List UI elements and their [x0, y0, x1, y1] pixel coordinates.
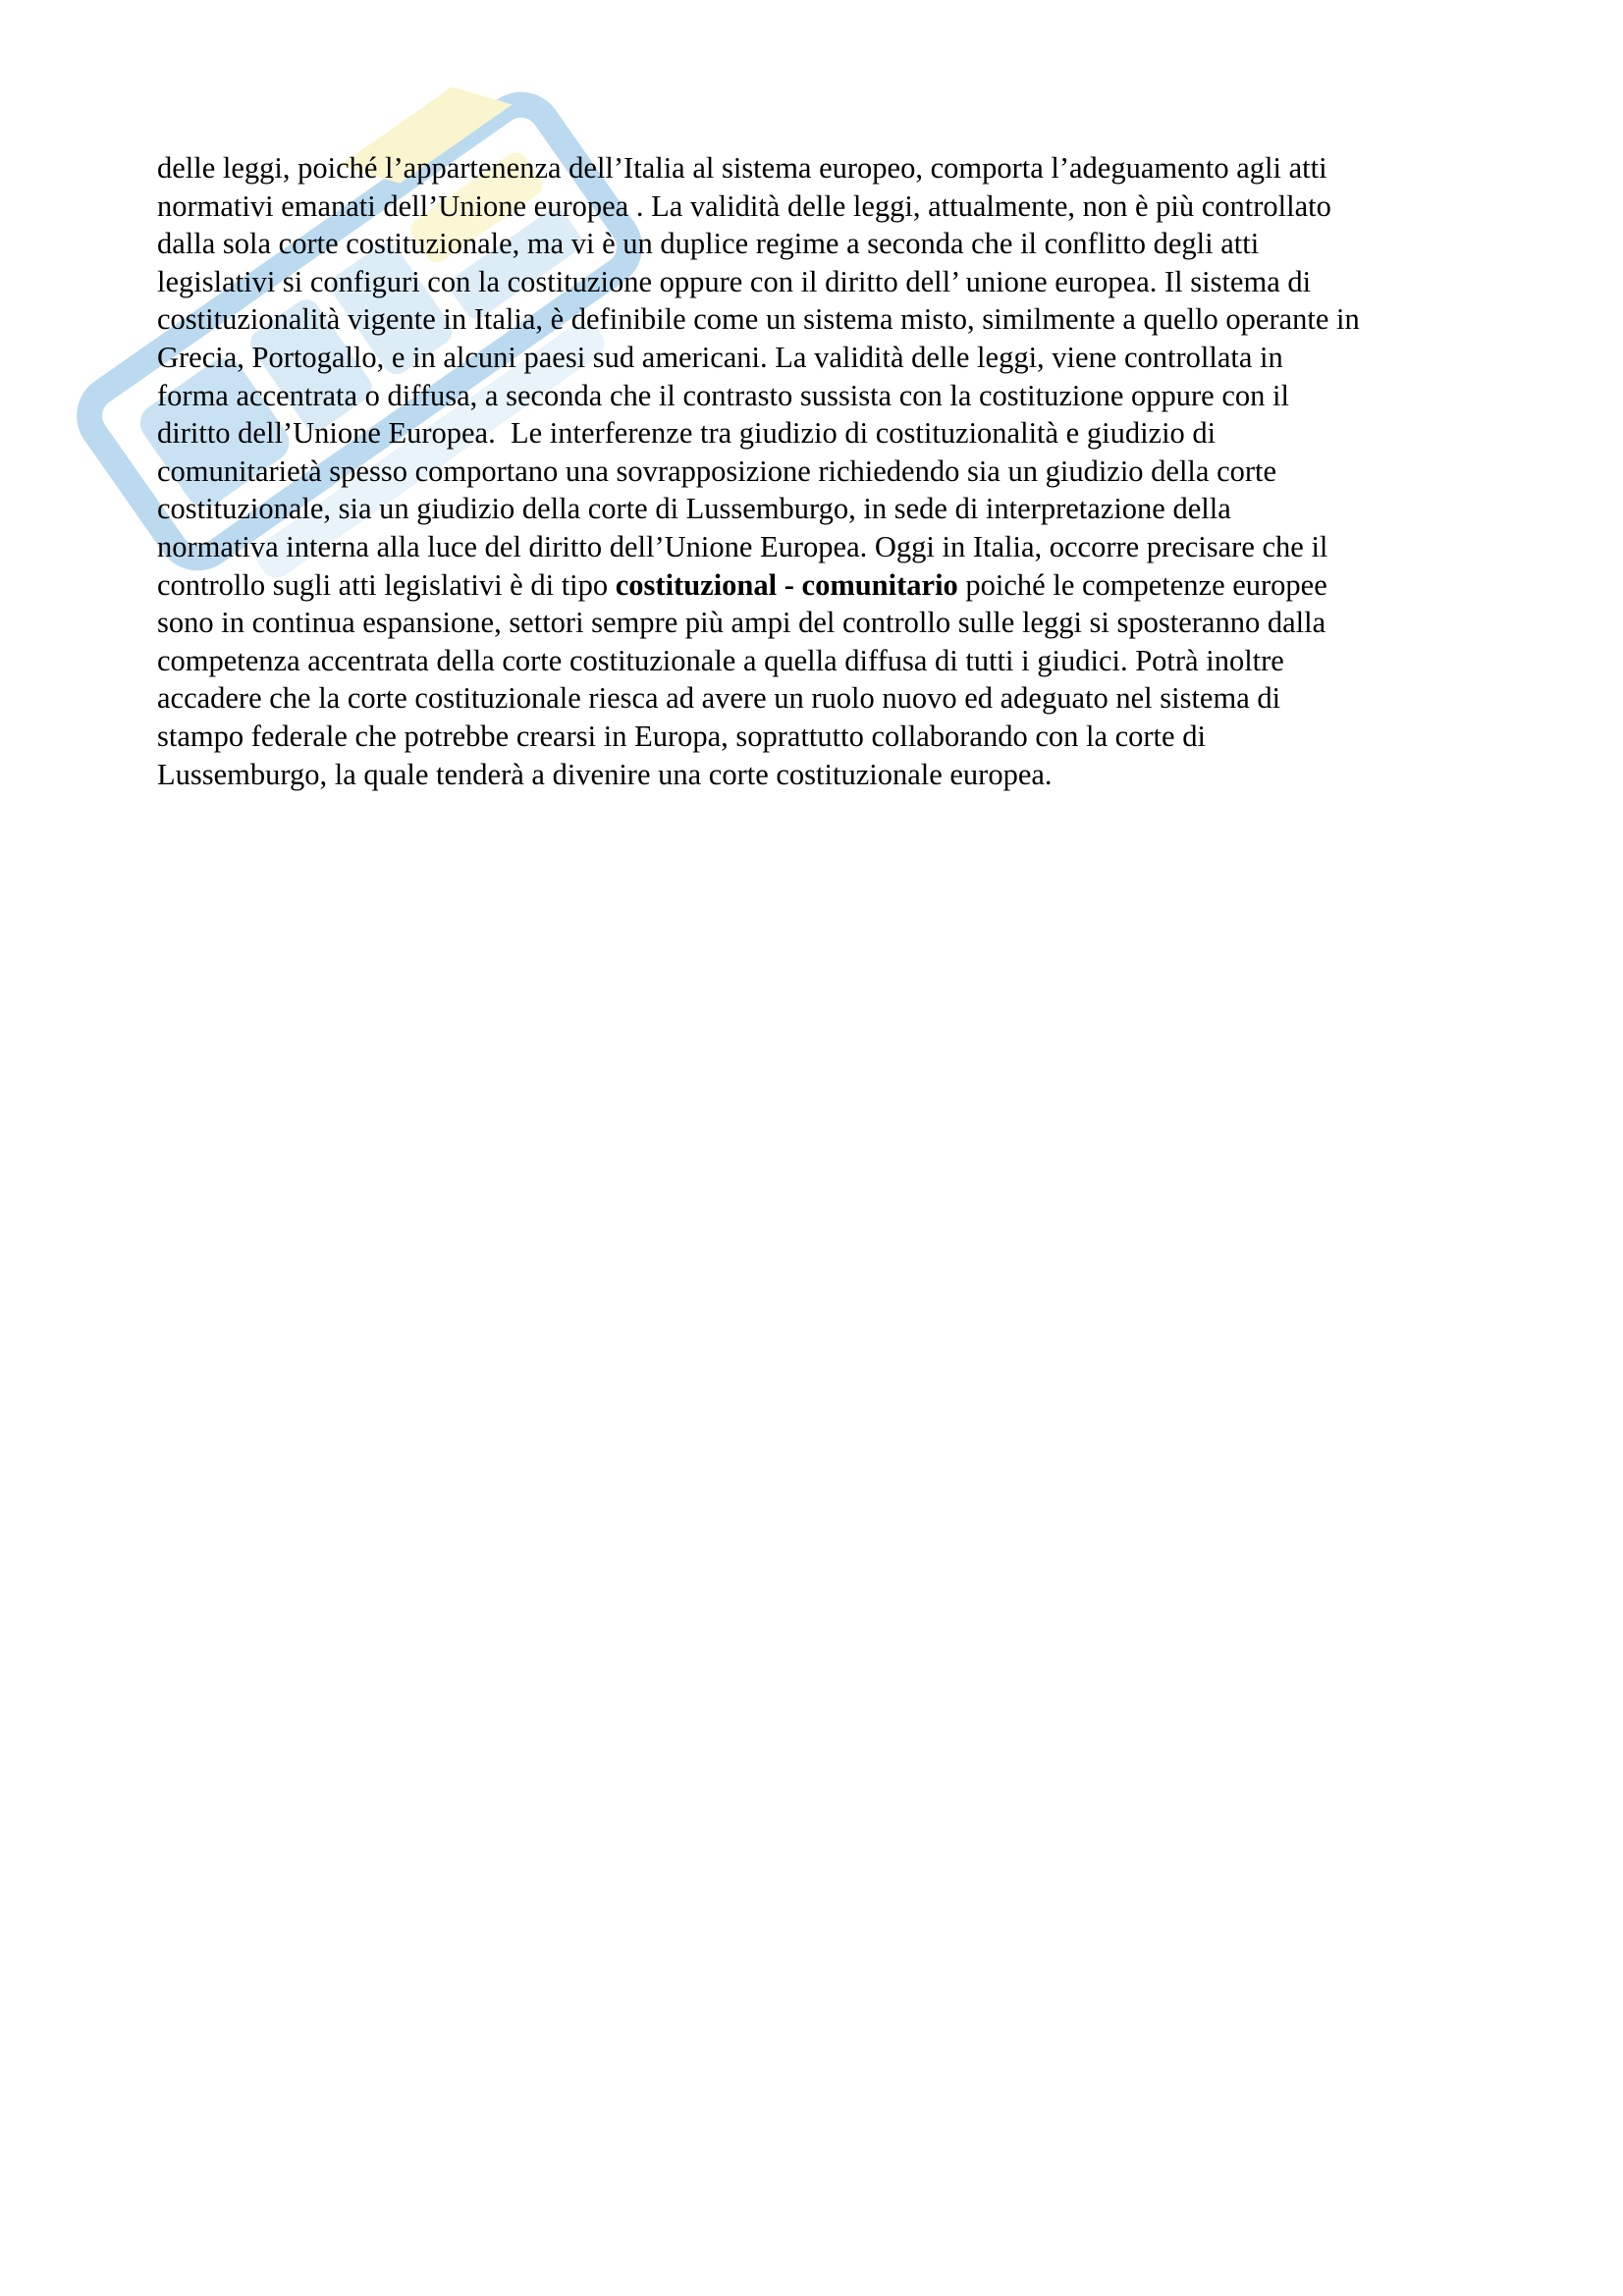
- text-line: delle leggi, poiché l’appartenenza dell’Italia al sistema europeo, comporta l’adeguamento agli atti: [157, 151, 1327, 185]
- text-line: costituzionalità vigente in Italia, è definibile come un sistema misto, similmente a quello operante in: [157, 302, 1360, 337]
- text-line: normativa interna alla luce del diritto dell’Unione Europea. Oggi in Italia, occorre precisare che il: [157, 529, 1328, 563]
- text-line: legislativi si configuri con la costituzione oppure con il diritto dell’ unione europea. Il sistema di: [157, 264, 1312, 298]
- body-paragraph: [157, 149, 1492, 793]
- bold-term: costituzional - comunitario: [615, 567, 958, 602]
- text-line: sono in continua espansione, settori sempre più ampi del controllo sulle leggi si sposteranno dalla: [157, 606, 1326, 640]
- text-line: competenza accentrata della corte costituzionale a quella diffusa di tutti i giudici. Potrà inoltre: [157, 643, 1284, 677]
- text-line: diritto dell’Unione Europea. Le interferenze tra giudizio di costituzionalità e giudizio di: [157, 416, 1217, 451]
- text-line: Grecia, Portogallo, e in alcuni paesi sud americani. La validità delle leggi, viene controllata in: [157, 340, 1283, 374]
- text-line: forma accentrata o diffusa, a seconda che il contrasto sussista con la costituzione oppure con il: [157, 378, 1289, 412]
- text-line: costituzionale, sia un giudizio della corte di Lussemburgo, in sede di interpretazione della: [157, 492, 1231, 526]
- text-line-with-bold: [157, 566, 1492, 605]
- text-line: Lussemburgo, la quale tenderà a divenire una corte costituzionale europea.: [157, 757, 1053, 791]
- text-line: stampo federale che potrebbe crearsi in Europa, soprattutto collaborando con la corte di: [157, 719, 1206, 753]
- text-line: comunitarietà spesso comportano una sovrapposizione richiedendo sia un giudizio della corte: [157, 454, 1277, 488]
- text-line: accadere che la corte costituzionale riesca ad avere un ruolo nuovo ed adeguato nel sistema di: [157, 681, 1281, 716]
- text-line: normativi emanati dell’Unione europea . La validità delle leggi, attualmente, non è più controllato: [157, 188, 1331, 223]
- text-line: dalla sola corte costituzionale, ma vi è un duplice regime a seconda che il conflitto degli atti: [157, 227, 1260, 261]
- text-run: poiché le competenze europee: [957, 567, 1327, 602]
- text-run: controllo sugli atti legislativi è di tipo: [157, 567, 616, 602]
